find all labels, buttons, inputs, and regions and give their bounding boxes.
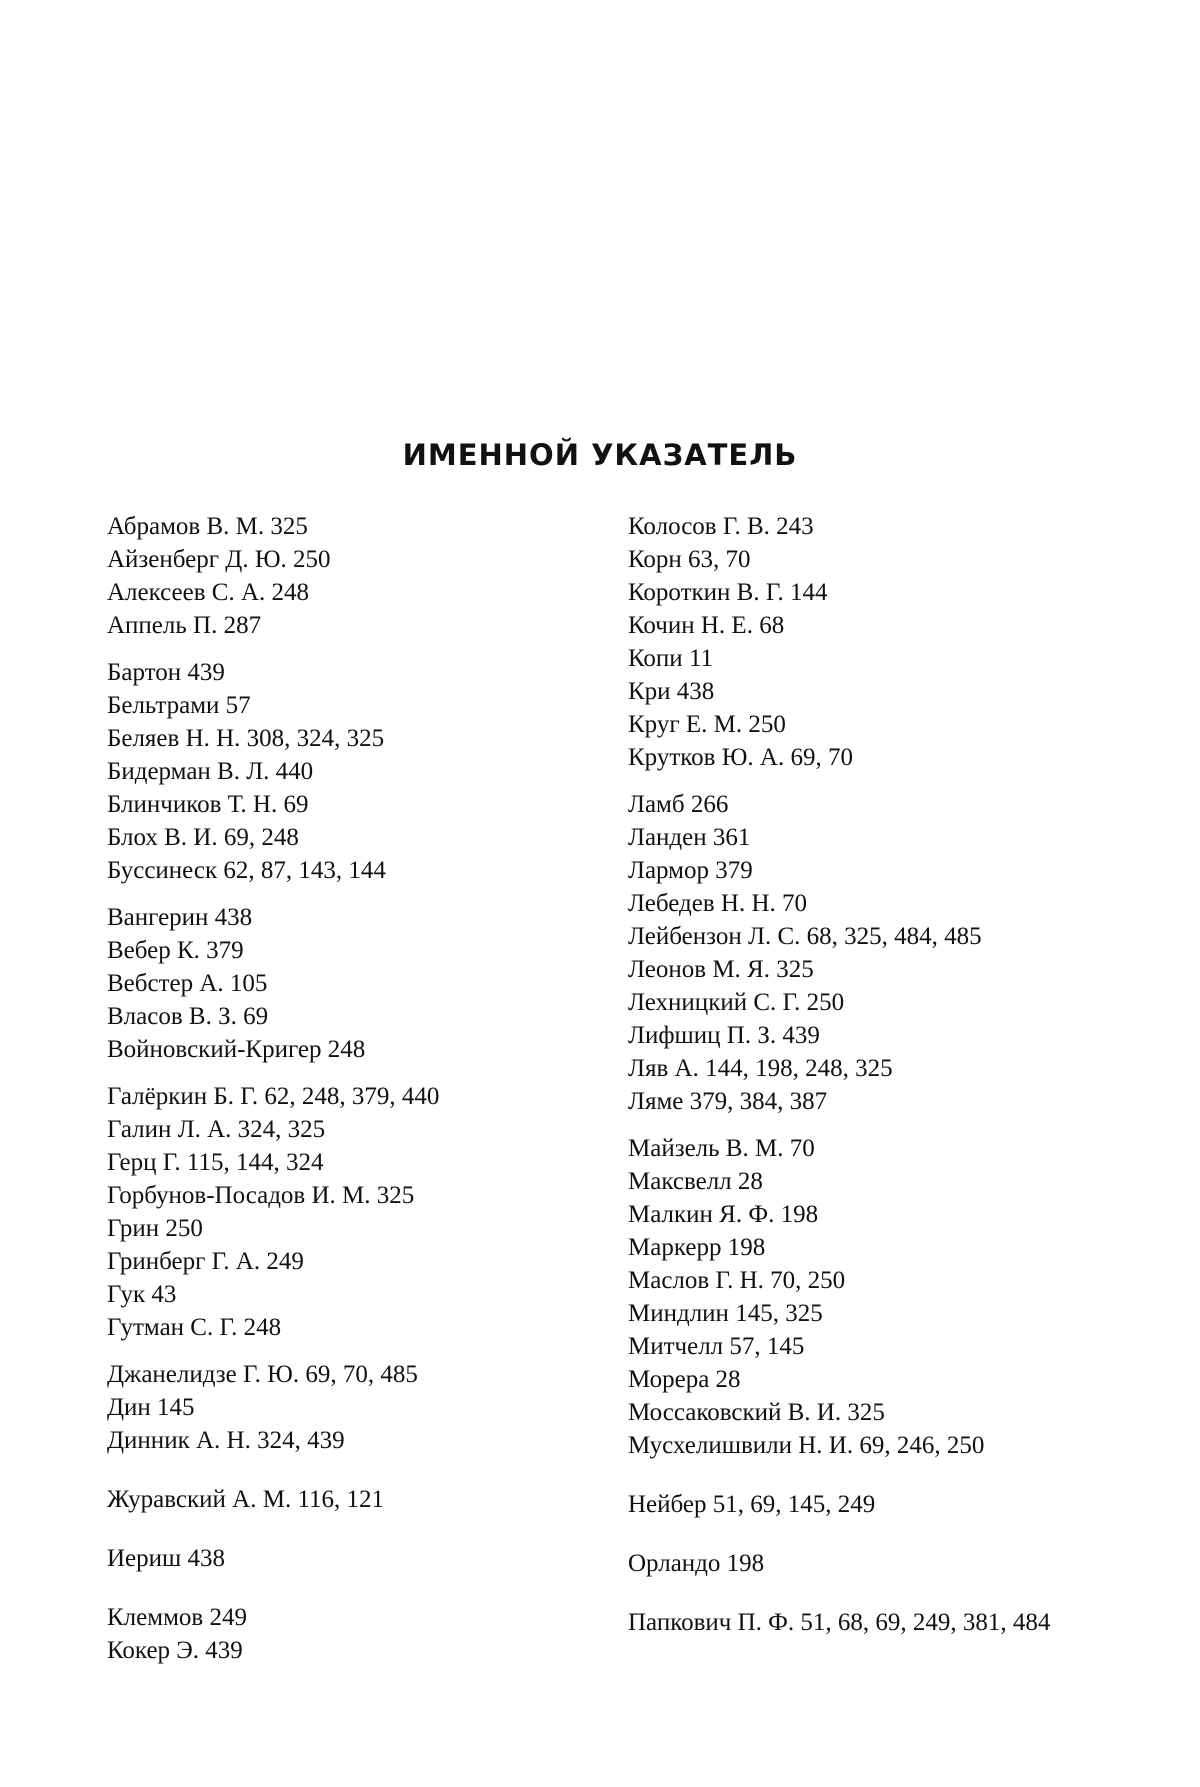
index-entry: Гутман С. Г. 248: [107, 1314, 282, 1341]
index-entry: Журавский А. М. 116, 121: [107, 1486, 385, 1513]
index-entry: Миндлин 145, 325: [628, 1300, 823, 1327]
index-entry: Орландо 198: [628, 1550, 765, 1577]
index-entry: Клеммов 249: [107, 1604, 247, 1631]
index-entry: Герц Г. 115, 144, 324: [107, 1149, 324, 1176]
index-entry: Ляме 379, 384, 387: [628, 1088, 828, 1115]
index-entry: Ланден 361: [628, 824, 751, 851]
index-entry: Бартон 439: [107, 659, 225, 686]
index-letter-group: [107, 1080, 627, 1344]
index-letter-group: [107, 510, 627, 642]
index-letter-group: [628, 510, 1128, 774]
index-letter-group: [107, 656, 627, 887]
index-entry: Беляев Н. Н. 308, 324, 325: [107, 725, 385, 752]
index-entry: Ламб 266: [628, 791, 729, 818]
index-letter-group: [628, 1547, 1128, 1580]
index-letter-group: [628, 1606, 1128, 1639]
index-letter-group: [107, 1542, 627, 1575]
index-entry: Морера 28: [628, 1366, 741, 1393]
index-entry: Войновский-Кригер 248: [107, 1036, 366, 1063]
index-entry: Майзель В. М. 70: [628, 1135, 815, 1162]
index-entry: Крутков Ю. А. 69, 70: [628, 744, 853, 771]
index-entry: Кочин Н. Е. 68: [628, 612, 785, 639]
index-entry: Леонов М. Я. 325: [628, 956, 814, 983]
index-entry: Абрамов В. М. 325: [107, 513, 308, 540]
index-entry: Лифшиц П. З. 439: [628, 1022, 820, 1049]
index-entry: Иериш 438: [107, 1545, 226, 1572]
index-entry: Копи 11: [628, 645, 714, 672]
index-entry: Корн 63, 70: [628, 546, 751, 573]
index-entry: Галин Л. А. 324, 325: [107, 1116, 326, 1143]
index-entry: Галёркин Б. Г. 62, 248, 379, 440: [107, 1083, 440, 1110]
index-entry: Вебстер А. 105: [107, 970, 268, 997]
index-letter-group: [628, 788, 1128, 1118]
index-letter-group: [107, 1601, 627, 1667]
index-entry: Вангерин 438: [107, 904, 253, 931]
page-title: ИМЕННОЙ УКАЗАТЕЛЬ: [402, 438, 798, 472]
index-letter-group: [628, 1132, 1128, 1462]
index-entry: Нейбер 51, 69, 145, 249: [628, 1491, 876, 1518]
index-letter-group: [107, 1358, 627, 1457]
index-entry: Лебедев Н. Н. 70: [628, 890, 808, 917]
index-column-left: [107, 510, 627, 1681]
index-entry: Кокер Э. 439: [107, 1637, 243, 1664]
index-entry: Джанелидзе Г. Ю. 69, 70, 485: [107, 1361, 418, 1388]
index-entry: Максвелл 28: [628, 1168, 763, 1195]
index-entry: Власов В. З. 69: [107, 1003, 269, 1030]
index-entry: Митчелл 57, 145: [628, 1333, 805, 1360]
index-entry: Лейбензон Л. С. 68, 325, 484, 485: [628, 923, 982, 950]
index-entry: Буссинеск 62, 87, 143, 144: [107, 857, 386, 884]
index-entry: Папкович П. Ф. 51, 68, 69, 249, 381, 484: [628, 1609, 1051, 1636]
index-entry: Горбунов-Посадов И. М. 325: [107, 1182, 415, 1209]
index-entry: Круг Е. М. 250: [628, 711, 786, 738]
index-entry: Бидерман В. Л. 440: [107, 758, 314, 785]
index-entry: Маслов Г. Н. 70, 250: [628, 1267, 846, 1294]
index-entry: Блинчиков Т. Н. 69: [107, 791, 309, 818]
index-entry: Маркерр 198: [628, 1234, 766, 1261]
index-entry: Аппель П. 287: [107, 612, 262, 639]
index-letter-group: [628, 1488, 1128, 1521]
index-entry: Айзенберг Д. Ю. 250: [107, 546, 331, 573]
index-entry: Мусхелишвили Н. И. 69, 246, 250: [628, 1432, 985, 1459]
index-entry: Алексеев С. А. 248: [107, 579, 310, 606]
index-entry: Бельтрами 57: [107, 692, 251, 719]
index-entry: Гринберг Г. А. 249: [107, 1248, 304, 1275]
index-column-right: [628, 510, 1128, 1653]
index-entry: Дин 145: [107, 1394, 195, 1421]
index-entry: Вебер К. 379: [107, 937, 244, 964]
index-entry: Колосов Г. В. 243: [628, 513, 814, 540]
index-entry: Кри 438: [628, 678, 715, 705]
index-entry: Моссаковский В. И. 325: [628, 1399, 885, 1426]
index-entry: Грин 250: [107, 1215, 203, 1242]
index-entry: Ляв А. 144, 198, 248, 325: [628, 1055, 893, 1082]
index-letter-group: [107, 901, 627, 1066]
index-entry: Короткин В. Г. 144: [628, 579, 828, 606]
index-entry: Лармор 379: [628, 857, 753, 884]
index-entry: Лехницкий С. Г. 250: [628, 989, 845, 1016]
index-entry: Гук 43: [107, 1281, 177, 1308]
index-entry: Малкин Я. Ф. 198: [628, 1201, 819, 1228]
index-entry: Динник А. Н. 324, 439: [107, 1427, 345, 1454]
index-letter-group: [107, 1483, 627, 1516]
index-entry: Блох В. И. 69, 248: [107, 824, 299, 851]
